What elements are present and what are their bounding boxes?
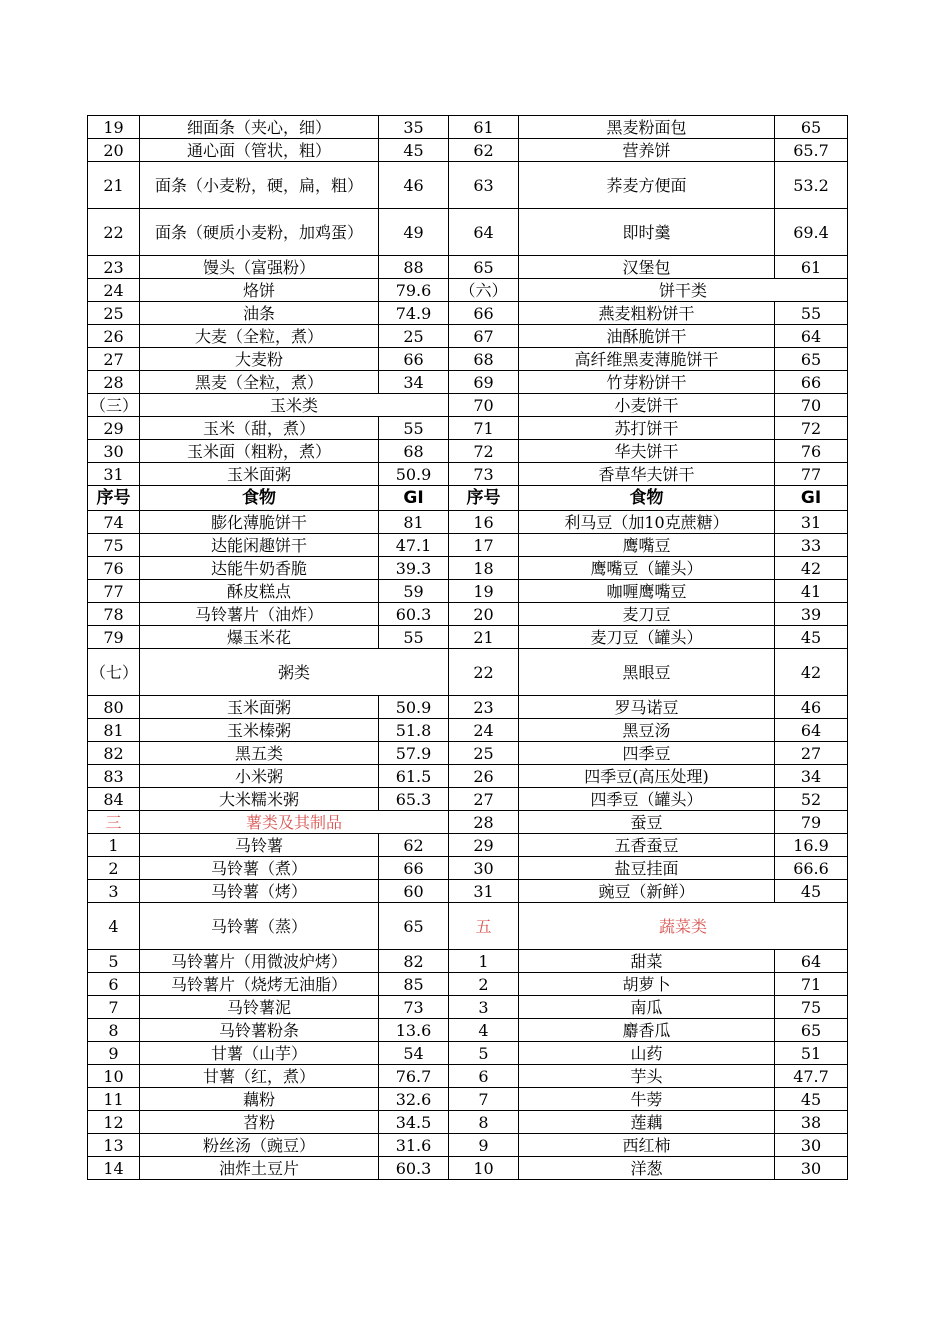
right-gi-cell: 64 [775,950,848,973]
right-category-index-cell: 五 [449,903,519,950]
right-food-cell: 黑麦粉面包 [519,116,775,139]
left-gi-cell: 88 [379,256,449,279]
left-category-name-cell: 玉米类 [140,394,449,417]
right-food-cell: 汉堡包 [519,256,775,279]
right-category-index-cell: （六） [449,279,519,302]
table-row [88,788,848,811]
left-gi-cell: 76.7 [379,1065,449,1088]
table-row [88,1134,848,1157]
right-gi-cell: 65 [775,116,848,139]
table-row [88,649,848,696]
left-gi-cell: 47.1 [379,534,449,557]
right-food-cell: 鹰嘴豆（罐头） [519,557,775,580]
left-food-cell: 马铃薯泥 [140,996,379,1019]
table-row [88,811,848,834]
left-food-cell: 大麦（全粒，煮） [140,325,379,348]
table-row [88,742,848,765]
right-food-cell: 豌豆（新鲜） [519,880,775,903]
right-index-cell: 64 [449,209,519,256]
left-index-cell: 5 [88,950,140,973]
right-gi-cell: 55 [775,302,848,325]
left-index-cell: 30 [88,440,140,463]
right-food-cell: 麝香瓜 [519,1019,775,1042]
left-gi-cell: 13.6 [379,1019,449,1042]
right-index-cell: 65 [449,256,519,279]
left-gi-cell: 55 [379,626,449,649]
table-row [88,534,848,557]
right-index-cell: 66 [449,302,519,325]
left-food-cell: 油炸土豆片 [140,1157,379,1180]
table-row [88,557,848,580]
left-index-cell: 80 [88,696,140,719]
right-index-cell: 61 [449,116,519,139]
right-gi-cell: 45 [775,1088,848,1111]
right-index-cell: 20 [449,603,519,626]
table-row [88,1065,848,1088]
right-food-cell: 四季豆 [519,742,775,765]
left-gi-cell: 74.9 [379,302,449,325]
right-food-cell: 麦刀豆（罐头） [519,626,775,649]
right-gi-cell: 65.7 [775,139,848,162]
right-food-cell: 莲藕 [519,1111,775,1134]
left-index-cell: 74 [88,511,140,534]
left-food-cell: 马铃薯（煮） [140,857,379,880]
right-gi-cell: 33 [775,534,848,557]
left-food-cell: 细面条（夹心，细） [140,116,379,139]
left-food-cell: 面条（小麦粉，硬，扁，粗） [140,162,379,209]
right-food-cell: 山药 [519,1042,775,1065]
left-gi-cell: 50.9 [379,696,449,719]
right-gi-cell: 61 [775,256,848,279]
left-food-cell: 通心面（管状，粗） [140,139,379,162]
right-gi-cell: 65 [775,348,848,371]
right-food-cell: 五香蚕豆 [519,834,775,857]
right-gi-cell: 34 [775,765,848,788]
right-gi-cell: 70 [775,394,848,417]
left-food-cell: 小米粥 [140,765,379,788]
right-index-cell: 71 [449,417,519,440]
left-category-name-cell: 粥类 [140,649,449,696]
left-index-cell: 81 [88,719,140,742]
left-category-name-cell: 薯类及其制品 [140,811,449,834]
right-food-cell: 华夫饼干 [519,440,775,463]
table-row [88,996,848,1019]
left-index-cell: 9 [88,1042,140,1065]
right-gi-cell: 30 [775,1157,848,1180]
right-index-cell: 18 [449,557,519,580]
table-row [88,696,848,719]
left-gi-cell: 25 [379,325,449,348]
right-food-cell: 营养饼 [519,139,775,162]
table-row [88,1042,848,1065]
table-row [88,302,848,325]
left-gi-cell: 51.8 [379,719,449,742]
table-row [88,1157,848,1180]
header-cell: GI [379,486,449,511]
right-index-cell: 16 [449,511,519,534]
left-food-cell: 黑五类 [140,742,379,765]
left-gi-cell: 81 [379,511,449,534]
right-index-cell: 8 [449,1111,519,1134]
left-gi-cell: 68 [379,440,449,463]
left-gi-cell: 65.3 [379,788,449,811]
table-row [88,1088,848,1111]
left-food-cell: 玉米面粥 [140,463,379,486]
table-row [88,394,848,417]
left-index-cell: 82 [88,742,140,765]
left-gi-cell: 60.3 [379,603,449,626]
left-food-cell: 马铃薯（蒸） [140,903,379,950]
right-food-cell: 燕麦粗粉饼干 [519,302,775,325]
left-index-cell: 2 [88,857,140,880]
right-index-cell: 31 [449,880,519,903]
left-index-cell: 4 [88,903,140,950]
right-food-cell: 小麦饼干 [519,394,775,417]
left-food-cell: 马铃薯粉条 [140,1019,379,1042]
left-food-cell: 马铃薯片（油炸） [140,603,379,626]
header-cell: 序号 [88,486,140,511]
right-index-cell: 3 [449,996,519,1019]
left-gi-cell: 55 [379,417,449,440]
right-index-cell: 30 [449,857,519,880]
right-category-name-cell: 饼干类 [519,279,848,302]
left-gi-cell: 66 [379,348,449,371]
right-index-cell: 26 [449,765,519,788]
right-gi-cell: 65 [775,1019,848,1042]
right-index-cell: 1 [449,950,519,973]
right-index-cell: 25 [449,742,519,765]
left-category-index-cell: （七） [88,649,140,696]
table-row [88,279,848,302]
left-gi-cell: 61.5 [379,765,449,788]
left-gi-cell: 50.9 [379,463,449,486]
table-row [88,834,848,857]
right-index-cell: 19 [449,580,519,603]
right-food-cell: 洋葱 [519,1157,775,1180]
right-gi-cell: 16.9 [775,834,848,857]
right-gi-cell: 76 [775,440,848,463]
left-category-index-cell: 三 [88,811,140,834]
right-food-cell: 牛蒡 [519,1088,775,1111]
right-index-cell: 21 [449,626,519,649]
left-index-cell: 19 [88,116,140,139]
left-index-cell: 13 [88,1134,140,1157]
left-index-cell: 21 [88,162,140,209]
left-gi-cell: 46 [379,162,449,209]
right-gi-cell: 66 [775,371,848,394]
left-gi-cell: 49 [379,209,449,256]
left-gi-cell: 54 [379,1042,449,1065]
left-index-cell: 10 [88,1065,140,1088]
left-gi-cell: 60.3 [379,1157,449,1180]
left-gi-cell: 62 [379,834,449,857]
table-row [88,626,848,649]
right-food-cell: 盐豆挂面 [519,857,775,880]
gi-table-body [88,116,848,1180]
left-gi-cell: 66 [379,857,449,880]
left-index-cell: 76 [88,557,140,580]
left-food-cell: 烙饼 [140,279,379,302]
header-cell: 食物 [140,486,379,511]
left-index-cell: 11 [88,1088,140,1111]
right-food-cell: 黑眼豆 [519,649,775,696]
right-index-cell: 23 [449,696,519,719]
right-index-cell: 29 [449,834,519,857]
right-gi-cell: 45 [775,880,848,903]
right-index-cell: 2 [449,973,519,996]
left-food-cell: 面条（硬质小麦粉，加鸡蛋） [140,209,379,256]
right-food-cell: 利马豆（加10克蔗糖） [519,511,775,534]
right-gi-cell: 51 [775,1042,848,1065]
left-food-cell: 马铃薯片（烧烤无油脂） [140,973,379,996]
left-index-cell: 84 [88,788,140,811]
gi-table [87,115,848,1180]
table-row [88,765,848,788]
right-index-cell: 6 [449,1065,519,1088]
right-index-cell: 62 [449,139,519,162]
right-food-cell: 芋头 [519,1065,775,1088]
left-index-cell: 22 [88,209,140,256]
left-gi-cell: 34 [379,371,449,394]
right-index-cell: 27 [449,788,519,811]
left-food-cell: 藕粉 [140,1088,379,1111]
left-gi-cell: 45 [379,139,449,162]
left-gi-cell: 82 [379,950,449,973]
left-index-cell: 12 [88,1111,140,1134]
right-food-cell: 西红柿 [519,1134,775,1157]
right-gi-cell: 42 [775,557,848,580]
right-food-cell: 鹰嘴豆 [519,534,775,557]
left-food-cell: 粉丝汤（豌豆） [140,1134,379,1157]
right-food-cell: 胡萝卜 [519,973,775,996]
left-food-cell: 馒头（富强粉） [140,256,379,279]
right-gi-cell: 79 [775,811,848,834]
left-index-cell: 31 [88,463,140,486]
table-row [88,880,848,903]
left-index-cell: 26 [88,325,140,348]
left-gi-cell: 73 [379,996,449,1019]
left-index-cell: 7 [88,996,140,1019]
right-food-cell: 蚕豆 [519,811,775,834]
left-index-cell: 79 [88,626,140,649]
left-index-cell: 23 [88,256,140,279]
right-index-cell: 4 [449,1019,519,1042]
left-gi-cell: 85 [379,973,449,996]
left-index-cell: 75 [88,534,140,557]
right-index-cell: 9 [449,1134,519,1157]
table-row [88,348,848,371]
left-gi-cell: 60 [379,880,449,903]
left-index-cell: 28 [88,371,140,394]
left-food-cell: 大麦粉 [140,348,379,371]
left-gi-cell: 32.6 [379,1088,449,1111]
table-row [88,973,848,996]
right-gi-cell: 27 [775,742,848,765]
right-food-cell: 荞麦方便面 [519,162,775,209]
left-index-cell: 14 [88,1157,140,1180]
right-food-cell: 四季豆（罐头） [519,788,775,811]
right-gi-cell: 52 [775,788,848,811]
right-food-cell: 咖喱鹰嘴豆 [519,580,775,603]
table-row [88,603,848,626]
right-index-cell: 5 [449,1042,519,1065]
right-index-cell: 69 [449,371,519,394]
right-food-cell: 香草华夫饼干 [519,463,775,486]
right-gi-cell: 69.4 [775,209,848,256]
left-gi-cell: 57.9 [379,742,449,765]
right-gi-cell: 41 [775,580,848,603]
left-gi-cell: 59 [379,580,449,603]
header-cell: 序号 [449,486,519,511]
right-index-cell: 63 [449,162,519,209]
table-row [88,139,848,162]
left-gi-cell: 79.6 [379,279,449,302]
table-row [88,440,848,463]
right-gi-cell: 38 [775,1111,848,1134]
left-food-cell: 爆玉米花 [140,626,379,649]
right-index-cell: 70 [449,394,519,417]
right-index-cell: 28 [449,811,519,834]
table-header-row [88,486,848,511]
right-gi-cell: 39 [775,603,848,626]
left-gi-cell: 31.6 [379,1134,449,1157]
table-row [88,1111,848,1134]
left-gi-cell: 34.5 [379,1111,449,1134]
left-food-cell: 玉米面（粗粉，煮） [140,440,379,463]
table-row [88,1019,848,1042]
left-food-cell: 甘薯（红，煮） [140,1065,379,1088]
right-gi-cell: 64 [775,719,848,742]
right-food-cell: 麦刀豆 [519,603,775,626]
header-cell: 食物 [519,486,775,511]
table-row [88,950,848,973]
right-gi-cell: 77 [775,463,848,486]
right-category-name-cell: 蔬菜类 [519,903,848,950]
table-row [88,371,848,394]
left-index-cell: 24 [88,279,140,302]
right-index-cell: 17 [449,534,519,557]
left-index-cell: 25 [88,302,140,325]
table-row [88,325,848,348]
left-food-cell: 马铃薯片（用微波炉烤） [140,950,379,973]
left-index-cell: 6 [88,973,140,996]
right-food-cell: 高纤维黑麦薄脆饼干 [519,348,775,371]
right-food-cell: 即时羹 [519,209,775,256]
left-food-cell: 马铃薯 [140,834,379,857]
right-gi-cell: 42 [775,649,848,696]
table-row [88,857,848,880]
right-food-cell: 罗马诺豆 [519,696,775,719]
right-index-cell: 24 [449,719,519,742]
table-row [88,903,848,950]
header-cell: GI [775,486,848,511]
right-food-cell: 甜菜 [519,950,775,973]
table-row [88,209,848,256]
right-gi-cell: 31 [775,511,848,534]
right-gi-cell: 47.7 [775,1065,848,1088]
right-gi-cell: 30 [775,1134,848,1157]
right-food-cell: 黑豆汤 [519,719,775,742]
left-food-cell: 达能闲趣饼干 [140,534,379,557]
left-index-cell: 83 [88,765,140,788]
left-index-cell: 8 [88,1019,140,1042]
left-food-cell: 玉米面粥 [140,696,379,719]
right-food-cell: 竹芽粉饼干 [519,371,775,394]
right-food-cell: 苏打饼干 [519,417,775,440]
right-food-cell: 四季豆(高压处理) [519,765,775,788]
table-row [88,511,848,534]
left-food-cell: 黑麦（全粒，煮） [140,371,379,394]
right-index-cell: 10 [449,1157,519,1180]
right-gi-cell: 46 [775,696,848,719]
table-row [88,463,848,486]
left-category-index-cell: （三） [88,394,140,417]
right-food-cell: 油酥脆饼干 [519,325,775,348]
right-index-cell: 68 [449,348,519,371]
right-index-cell: 72 [449,440,519,463]
table-row [88,256,848,279]
left-food-cell: 玉米（甜，煮） [140,417,379,440]
left-food-cell: 油条 [140,302,379,325]
table-row [88,417,848,440]
right-gi-cell: 75 [775,996,848,1019]
right-gi-cell: 66.6 [775,857,848,880]
right-gi-cell: 53.2 [775,162,848,209]
left-index-cell: 3 [88,880,140,903]
left-index-cell: 78 [88,603,140,626]
left-food-cell: 膨化薄脆饼干 [140,511,379,534]
right-index-cell: 67 [449,325,519,348]
left-index-cell: 29 [88,417,140,440]
left-gi-cell: 39.3 [379,557,449,580]
left-food-cell: 玉米榛粥 [140,719,379,742]
right-gi-cell: 45 [775,626,848,649]
left-index-cell: 1 [88,834,140,857]
left-food-cell: 达能牛奶香脆 [140,557,379,580]
left-food-cell: 大米糯米粥 [140,788,379,811]
right-gi-cell: 64 [775,325,848,348]
left-food-cell: 马铃薯（烤） [140,880,379,903]
right-index-cell: 73 [449,463,519,486]
right-index-cell: 22 [449,649,519,696]
right-food-cell: 南瓜 [519,996,775,1019]
left-index-cell: 27 [88,348,140,371]
left-food-cell: 甘薯（山芋） [140,1042,379,1065]
left-index-cell: 20 [88,139,140,162]
right-index-cell: 7 [449,1088,519,1111]
right-gi-cell: 72 [775,417,848,440]
right-gi-cell: 71 [775,973,848,996]
left-gi-cell: 65 [379,903,449,950]
table-row [88,719,848,742]
left-food-cell: 苕粉 [140,1111,379,1134]
table-row [88,162,848,209]
left-index-cell: 77 [88,580,140,603]
table-row [88,116,848,139]
left-gi-cell: 35 [379,116,449,139]
left-food-cell: 酥皮糕点 [140,580,379,603]
table-row [88,580,848,603]
